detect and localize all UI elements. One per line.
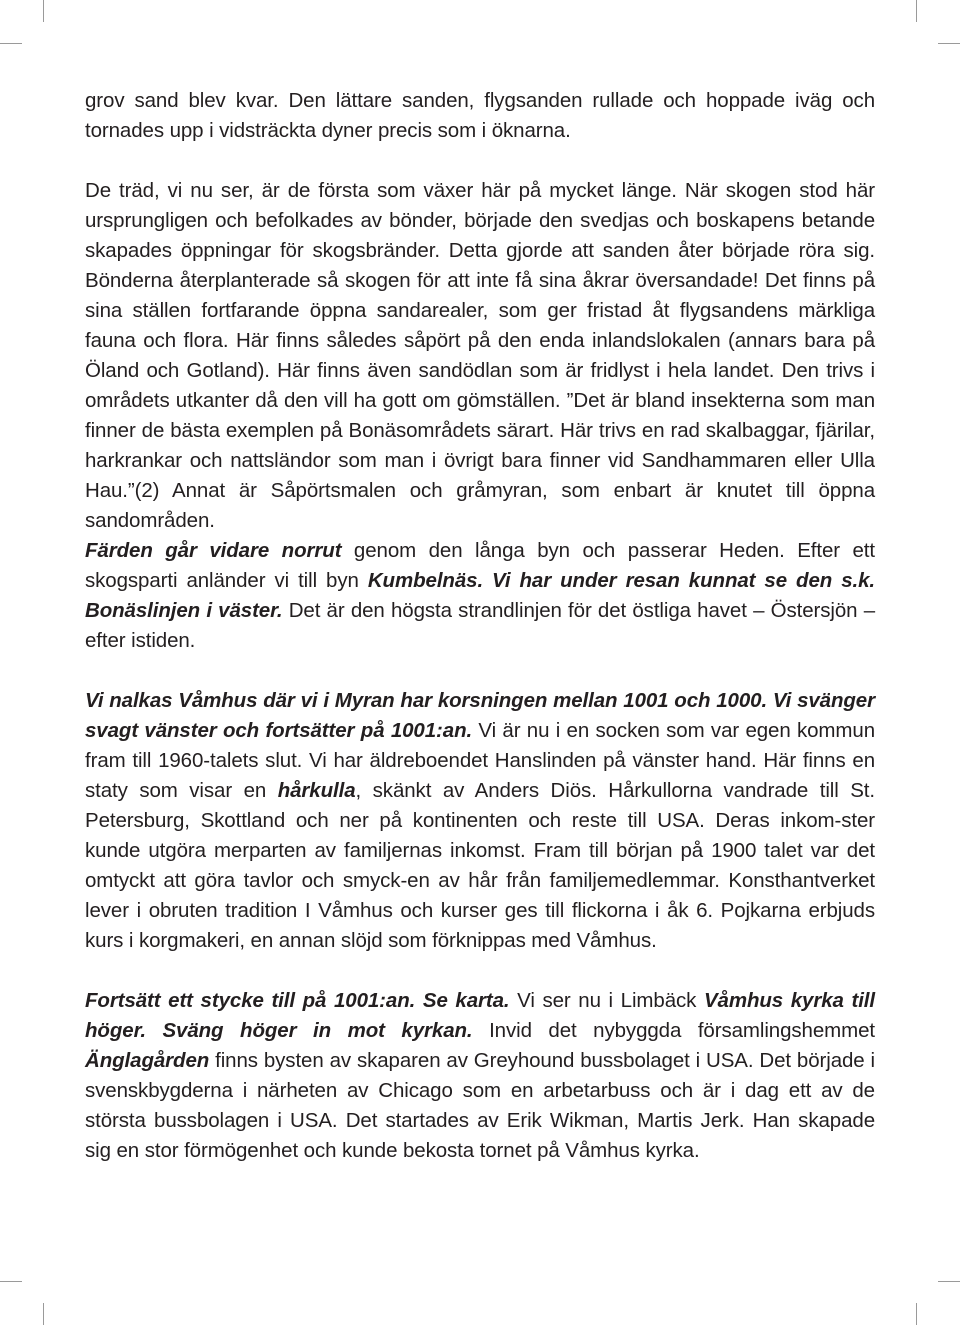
emphasized-text: Änglagården [85, 1049, 210, 1072]
body-text [85, 86, 875, 1166]
text-run: genom den långa byn och passerar Heden. Efter ett skogsparti anländer vi till byn [85, 539, 875, 592]
crop-mark [938, 1281, 960, 1282]
crop-mark [0, 43, 22, 44]
emphasized-text: hårkulla [277, 779, 356, 802]
crop-mark [43, 0, 44, 22]
emphasized-text: Kumbelnäs. Vi har under resan kunnat se den s.k. Bonäslinjen i väster. [85, 569, 875, 622]
emphasized-text: Färden går vidare norrut [85, 539, 342, 562]
crop-mark [916, 0, 917, 22]
emphasized-text: Fortsätt ett stycke till på 1001:an. Se karta. [85, 989, 510, 1012]
text-run: Vi ser nu i Limbäck [509, 989, 704, 1012]
text-run: De träd, vi nu ser, är de första som växer här på mycket länge. När skogen stod här ursprungligen och befolkades av bönder, började den svedjas och boskapens betande skapades öppningar för skogsbränder. Detta gjorde att sanden åter började röra sig. Bönderna återplanterade så skogen för att inte få sina åkrar översandade! Det finns på sina ställen fortfarande öppna sandarealer, som ger fristad åt flygsandens märkliga fauna och flora. Här finns således såpört på den enda inlandslokalen (annars bara på Öland och Gotland). Här finns även sandödlan som är fridlyst i hela landet. Den trivs i områdets utkanter då den vill ha gott om gömställen. ”Det är bland insekterna som man finner de bästa exemplen på Bonäsområdets särart. Här trivs en rad skalbaggar, fjärilar, harkrankar och nattsländor som man i övrigt bara finner vid Sandhammaren eller Ulla Hau.”(2) Annat är Såpörtsmalen och gråmyran, som enbart är knutet till öppna sandområden. [85, 179, 875, 532]
text-run: grov sand blev kvar. Den lättare sanden, flygsanden rullade och hoppade iväg och tornades upp i vidsträckta dyner precis som i öknarna. [85, 89, 875, 142]
paragraph-3 [85, 536, 875, 656]
paragraph-gap [85, 956, 875, 986]
emphasized-text: Våmhus kyrka till höger. Sväng höger in mot kyrkan. [85, 989, 875, 1042]
text-run: Vi är nu i en socken som var egen kommun fram till 1960-talets slut. Vi har äldreboendet Hanslinden på vänster hand. Här finns en staty som visar en [85, 719, 875, 802]
crop-mark [938, 43, 960, 44]
paragraph-2 [85, 176, 875, 536]
crop-mark [0, 1281, 22, 1282]
text-run: finns bysten av skaparen av Greyhound bussbolaget i USA. Det började i svenskbygderna i närheten av Chicago som en arbetarbuss och är i dag ett av de största bussbolagen i USA. Det startades av Erik Wikman, Martis Jerk. Han skapade sig en stor förmögenhet och kunde bekosta tornet på Våmhus kyrka. [85, 1049, 875, 1162]
emphasized-text: Vi nalkas Våmhus där vi i Myran har korsningen mellan 1001 och 1000. Vi svänger svagt vänster och fortsätter på 1001:an. [85, 689, 875, 742]
text-run: , skänkt av Anders Diös. Hårkullorna vandrade till St. Petersburg, Skottland och ner på kontinenten och reste till USA. Deras inkom-ster kunde utgöra merparten av familjernas inkomst. Fram till början på 1900 talet var det omtyckt att göra tavlor och smyck-en av hår från familjemedlemmar. Konsthantverket lever i obruten tradition I Våmhus och kurser ges till flickorna i åk 6. Pojkarna erbjuds kurs i korgmakeri, en annan slöjd som förknippas med Våmhus. [85, 779, 875, 952]
paragraph-1 [85, 86, 875, 146]
crop-mark [916, 1303, 917, 1325]
crop-mark [43, 1303, 44, 1325]
paragraph-gap [85, 656, 875, 686]
paragraph-4 [85, 686, 875, 956]
paragraph-5 [85, 986, 875, 1166]
text-run: Invid det nybyggda församlingshemmet [472, 1019, 876, 1042]
text-run: Det är den högsta strandlinjen för det östliga havet – Östersjön – efter istiden. [85, 599, 875, 652]
paragraph-gap [85, 146, 875, 176]
